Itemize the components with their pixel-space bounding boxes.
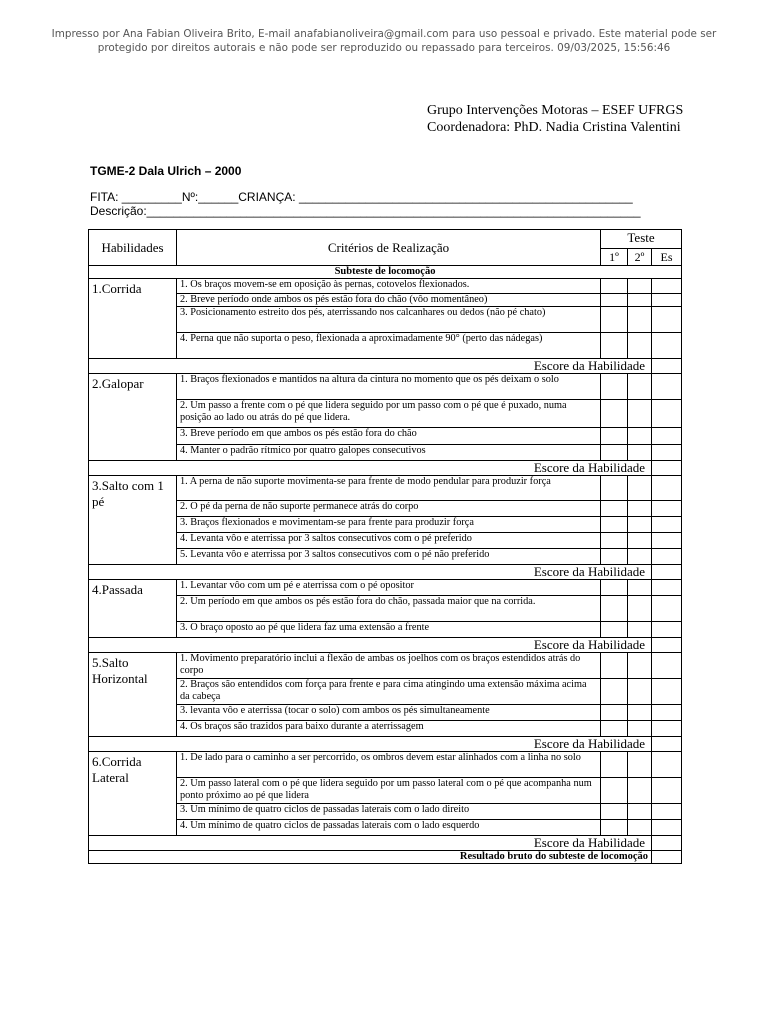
score-cell[interactable] bbox=[652, 428, 682, 445]
skill-score-row bbox=[89, 461, 682, 476]
criterion-text: 4. Perna que não suporta o peso, flexionada a aproximadamente 90° (perto das nádegas) bbox=[177, 333, 601, 359]
second-attempt-cell[interactable] bbox=[628, 374, 652, 400]
second-attempt-cell[interactable] bbox=[628, 428, 652, 445]
score-cell[interactable] bbox=[652, 705, 682, 721]
skill-score-cell[interactable] bbox=[652, 359, 682, 374]
first-attempt-cell[interactable] bbox=[601, 752, 628, 778]
subtest-result-row bbox=[89, 851, 682, 864]
skill-score-row bbox=[89, 737, 682, 752]
score-cell[interactable] bbox=[652, 476, 682, 501]
skill-score-label: Escore da Habilidade bbox=[89, 638, 652, 653]
criterion-row bbox=[89, 517, 682, 533]
score-cell[interactable] bbox=[652, 294, 682, 307]
second-attempt-cell[interactable] bbox=[628, 752, 652, 778]
print-watermark bbox=[40, 27, 728, 55]
skill-score-row bbox=[89, 836, 682, 851]
score-cell[interactable] bbox=[652, 778, 682, 804]
criterion-text: 2. Um período em que ambos os pés estão fora do chão, passada maior que na corrida. bbox=[177, 596, 601, 622]
first-attempt-cell[interactable] bbox=[601, 549, 628, 565]
first-attempt-cell[interactable] bbox=[601, 476, 628, 501]
second-attempt-cell[interactable] bbox=[628, 596, 652, 622]
watermark-line-2: protegido por direitos autorais e não pode ser reproduzido ou repassado para terceiros. 09/03/2025, 15:56:46 bbox=[97, 42, 671, 54]
criterion-row bbox=[89, 307, 682, 333]
skill-score-row bbox=[89, 565, 682, 580]
score-cell[interactable] bbox=[652, 533, 682, 549]
skill-score-cell[interactable] bbox=[652, 836, 682, 851]
second-attempt-cell[interactable] bbox=[628, 279, 652, 294]
criterion-row bbox=[89, 279, 682, 294]
skill-name: 4.Passada bbox=[89, 580, 177, 638]
second-attempt-cell[interactable] bbox=[628, 721, 652, 737]
criterion-text: 2. Breve período onde ambos os pés estão fora do chão (vôo momentâneo) bbox=[177, 294, 601, 307]
skill-name: 5.Salto Horizontal bbox=[89, 653, 177, 737]
skill-name: 6.Corrida Lateral bbox=[89, 752, 177, 836]
second-attempt-cell[interactable] bbox=[628, 679, 652, 705]
subtest-title: Subteste de locomoção bbox=[89, 266, 682, 279]
score-cell[interactable] bbox=[652, 580, 682, 596]
criterion-text: 1. A perna de não suporte movimenta-se para frente de modo pendular para produzir força bbox=[177, 476, 601, 501]
second-attempt-cell[interactable] bbox=[628, 653, 652, 679]
first-attempt-cell[interactable] bbox=[601, 679, 628, 705]
criterion-row bbox=[89, 778, 682, 804]
subtest-title-row bbox=[89, 266, 682, 279]
skill-score-cell[interactable] bbox=[652, 461, 682, 476]
criterion-row bbox=[89, 428, 682, 445]
criterion-row bbox=[89, 580, 682, 596]
criterion-text: 1. Levantar vôo com um pé e aterrissa com o pé opositor bbox=[177, 580, 601, 596]
second-attempt-cell[interactable] bbox=[628, 580, 652, 596]
criterion-row bbox=[89, 679, 682, 705]
second-attempt-cell[interactable] bbox=[628, 778, 652, 804]
second-attempt-cell[interactable] bbox=[628, 622, 652, 638]
criterion-row bbox=[89, 445, 682, 461]
skill-score-row bbox=[89, 638, 682, 653]
score-cell[interactable] bbox=[652, 501, 682, 517]
criteria-table bbox=[88, 229, 682, 864]
first-attempt-cell[interactable] bbox=[601, 653, 628, 679]
first-attempt-cell[interactable] bbox=[601, 307, 628, 333]
score-cell[interactable] bbox=[652, 374, 682, 400]
header-first-attempt: 1º bbox=[601, 249, 628, 266]
score-cell[interactable] bbox=[652, 445, 682, 461]
second-attempt-cell[interactable] bbox=[628, 333, 652, 359]
criterion-row bbox=[89, 476, 682, 501]
score-cell[interactable] bbox=[652, 653, 682, 679]
criterion-row bbox=[89, 549, 682, 565]
criterion-text: 1. De lado para o caminho a ser percorrido, os ombros devem estar alinhados com a linha no solo bbox=[177, 752, 601, 778]
document-title: TGME-2 Dala Ulrich – 2000 bbox=[90, 164, 242, 178]
second-attempt-cell[interactable] bbox=[628, 705, 652, 721]
watermark-line-1: Impresso por Ana Fabian Oliveira Brito, E-mail anafabianoliveira@gmail.com para uso pessoal e privado. Este material pode ser bbox=[51, 28, 717, 40]
first-attempt-cell[interactable] bbox=[601, 596, 628, 622]
score-cell[interactable] bbox=[652, 622, 682, 638]
score-cell[interactable] bbox=[652, 596, 682, 622]
first-attempt-cell[interactable] bbox=[601, 580, 628, 596]
criterion-row bbox=[89, 501, 682, 517]
group-header bbox=[427, 103, 683, 136]
criterion-row bbox=[89, 622, 682, 638]
score-cell[interactable] bbox=[652, 279, 682, 294]
first-attempt-cell[interactable] bbox=[601, 400, 628, 428]
criterion-text: 5. Levanta vôo e aterrissa por 3 saltos consecutivos com o pé não preferido bbox=[177, 549, 601, 565]
score-cell[interactable] bbox=[652, 804, 682, 820]
criterion-text: 3. levanta vôo e aterrissa (tocar o solo) com ambos os pés simultaneamente bbox=[177, 705, 601, 721]
subtest-result-cell[interactable] bbox=[652, 851, 682, 864]
first-attempt-cell[interactable] bbox=[601, 428, 628, 445]
header-teste: Teste bbox=[601, 230, 682, 249]
first-attempt-cell[interactable] bbox=[601, 804, 628, 820]
criterion-text: 2. Um passo lateral com o pé que lidera seguido por um passo lateral com o pé que acompanha num ponto próximo ao pé que lidera bbox=[177, 778, 601, 804]
first-attempt-cell[interactable] bbox=[601, 501, 628, 517]
skill-score-cell[interactable] bbox=[652, 565, 682, 580]
criterion-row bbox=[89, 333, 682, 359]
second-attempt-cell[interactable] bbox=[628, 307, 652, 333]
skill-score-label: Escore da Habilidade bbox=[89, 565, 652, 580]
score-cell[interactable] bbox=[652, 679, 682, 705]
description-field-line: Descrição:__________________________________________________________________________ bbox=[90, 204, 641, 218]
criterion-text: 3. O braço oposto ao pé que lidera faz uma extensão a frente bbox=[177, 622, 601, 638]
criterion-row bbox=[89, 804, 682, 820]
score-cell[interactable] bbox=[652, 400, 682, 428]
criterion-text: 3. Posicionamento estreito dos pés, aterrissando nos calcanhares ou dedos (não pé chato) bbox=[177, 307, 601, 333]
criterion-row bbox=[89, 653, 682, 679]
criterion-row bbox=[89, 596, 682, 622]
criterion-row bbox=[89, 294, 682, 307]
criterion-text: 3. Um mínimo de quatro ciclos de passadas laterais com o lado direito bbox=[177, 804, 601, 820]
skill-name: 2.Galopar bbox=[89, 374, 177, 461]
score-cell[interactable] bbox=[652, 721, 682, 737]
skill-name: 3.Salto com 1 pé bbox=[89, 476, 177, 565]
skill-score-label: Escore da Habilidade bbox=[89, 737, 652, 752]
first-attempt-cell[interactable] bbox=[601, 533, 628, 549]
criterion-row bbox=[89, 705, 682, 721]
skill-score-label: Escore da Habilidade bbox=[89, 836, 652, 851]
score-cell[interactable] bbox=[652, 752, 682, 778]
first-attempt-cell[interactable] bbox=[601, 374, 628, 400]
criterion-row bbox=[89, 374, 682, 400]
criterion-text: 2. Um passo a frente com o pé que lidera seguido por um passo com o pé que é puxado, numa posição ao lado ou atrás do pé que lidera. bbox=[177, 400, 601, 428]
skill-name: 1.Corrida bbox=[89, 279, 177, 359]
second-attempt-cell[interactable] bbox=[628, 820, 652, 836]
first-attempt-cell[interactable] bbox=[601, 622, 628, 638]
first-attempt-cell[interactable] bbox=[601, 820, 628, 836]
second-attempt-cell[interactable] bbox=[628, 533, 652, 549]
fita-child-field-line: FITA: _________Nº:______CRIANÇA: __________________________________________________ bbox=[90, 190, 633, 204]
criterion-text: 4. Manter o padrão rítmico por quatro galopes consecutivos bbox=[177, 445, 601, 461]
criterion-text: 3. Braços flexionados e movimentam-se para frente para produzir força bbox=[177, 517, 601, 533]
skill-score-cell[interactable] bbox=[652, 737, 682, 752]
first-attempt-cell[interactable] bbox=[601, 778, 628, 804]
first-attempt-cell[interactable] bbox=[601, 517, 628, 533]
second-attempt-cell[interactable] bbox=[628, 294, 652, 307]
second-attempt-cell[interactable] bbox=[628, 549, 652, 565]
first-attempt-cell[interactable] bbox=[601, 445, 628, 461]
skill-score-label: Escore da Habilidade bbox=[89, 359, 652, 374]
criterion-text: 1. Os braços movem-se em oposição às pernas, cotovelos flexionados. bbox=[177, 279, 601, 294]
first-attempt-cell[interactable] bbox=[601, 294, 628, 307]
score-cell[interactable] bbox=[652, 307, 682, 333]
first-attempt-cell[interactable] bbox=[601, 333, 628, 359]
criterion-text: 1. Braços flexionados e mantidos na altura da cintura no momento que os pés deixam o solo bbox=[177, 374, 601, 400]
skill-score-row bbox=[89, 359, 682, 374]
header-criterios: Critérios de Realização bbox=[177, 230, 601, 266]
group-name: Grupo Intervenções Motoras – ESEF UFRGS bbox=[427, 103, 684, 118]
score-cell[interactable] bbox=[652, 549, 682, 565]
criterion-text: 2. Braços são entendidos com força para frente e para cima atingindo uma extensão máxima acima da cabeça bbox=[177, 679, 601, 705]
skill-score-label: Escore da Habilidade bbox=[89, 461, 652, 476]
criterion-row bbox=[89, 820, 682, 836]
header-second-attempt: 2º bbox=[628, 249, 652, 266]
criterion-text: 1. Movimento preparatório inclui a flexão de ambas os joelhos com os braços estendidos atrás do corpo bbox=[177, 653, 601, 679]
header-score: Es bbox=[652, 249, 682, 266]
first-attempt-cell[interactable] bbox=[601, 705, 628, 721]
header-habilidades: Habilidades bbox=[89, 230, 177, 266]
subtest-result-label: Resultado bruto do subteste de locomoção bbox=[89, 851, 652, 864]
second-attempt-cell[interactable] bbox=[628, 476, 652, 501]
score-cell[interactable] bbox=[652, 820, 682, 836]
criterion-row bbox=[89, 400, 682, 428]
second-attempt-cell[interactable] bbox=[628, 445, 652, 461]
criterion-row bbox=[89, 752, 682, 778]
table-header-row bbox=[89, 230, 682, 249]
criterion-text: 4. Os braços são trazidos para baixo durante a aterrissagem bbox=[177, 721, 601, 737]
criterion-row bbox=[89, 533, 682, 549]
criterion-text: 2. O pé da perna de não suporte permanece atrás do corpo bbox=[177, 501, 601, 517]
criterion-text: 4. Um mínimo de quatro ciclos de passadas laterais com o lado esquerdo bbox=[177, 820, 601, 836]
score-cell[interactable] bbox=[652, 333, 682, 359]
criterion-text: 4. Levanta vôo e aterrissa por 3 saltos consecutivos com o pé preferido bbox=[177, 533, 601, 549]
skill-score-cell[interactable] bbox=[652, 638, 682, 653]
first-attempt-cell[interactable] bbox=[601, 279, 628, 294]
second-attempt-cell[interactable] bbox=[628, 517, 652, 533]
second-attempt-cell[interactable] bbox=[628, 804, 652, 820]
second-attempt-cell[interactable] bbox=[628, 400, 652, 428]
coordinator-name: Coordenadora: PhD. Nadia Cristina Valentini bbox=[427, 119, 681, 135]
score-cell[interactable] bbox=[652, 517, 682, 533]
second-attempt-cell[interactable] bbox=[628, 501, 652, 517]
criterion-row bbox=[89, 721, 682, 737]
criterion-text: 3. Breve período em que ambos os pés estão fora do chão bbox=[177, 428, 601, 445]
first-attempt-cell[interactable] bbox=[601, 721, 628, 737]
